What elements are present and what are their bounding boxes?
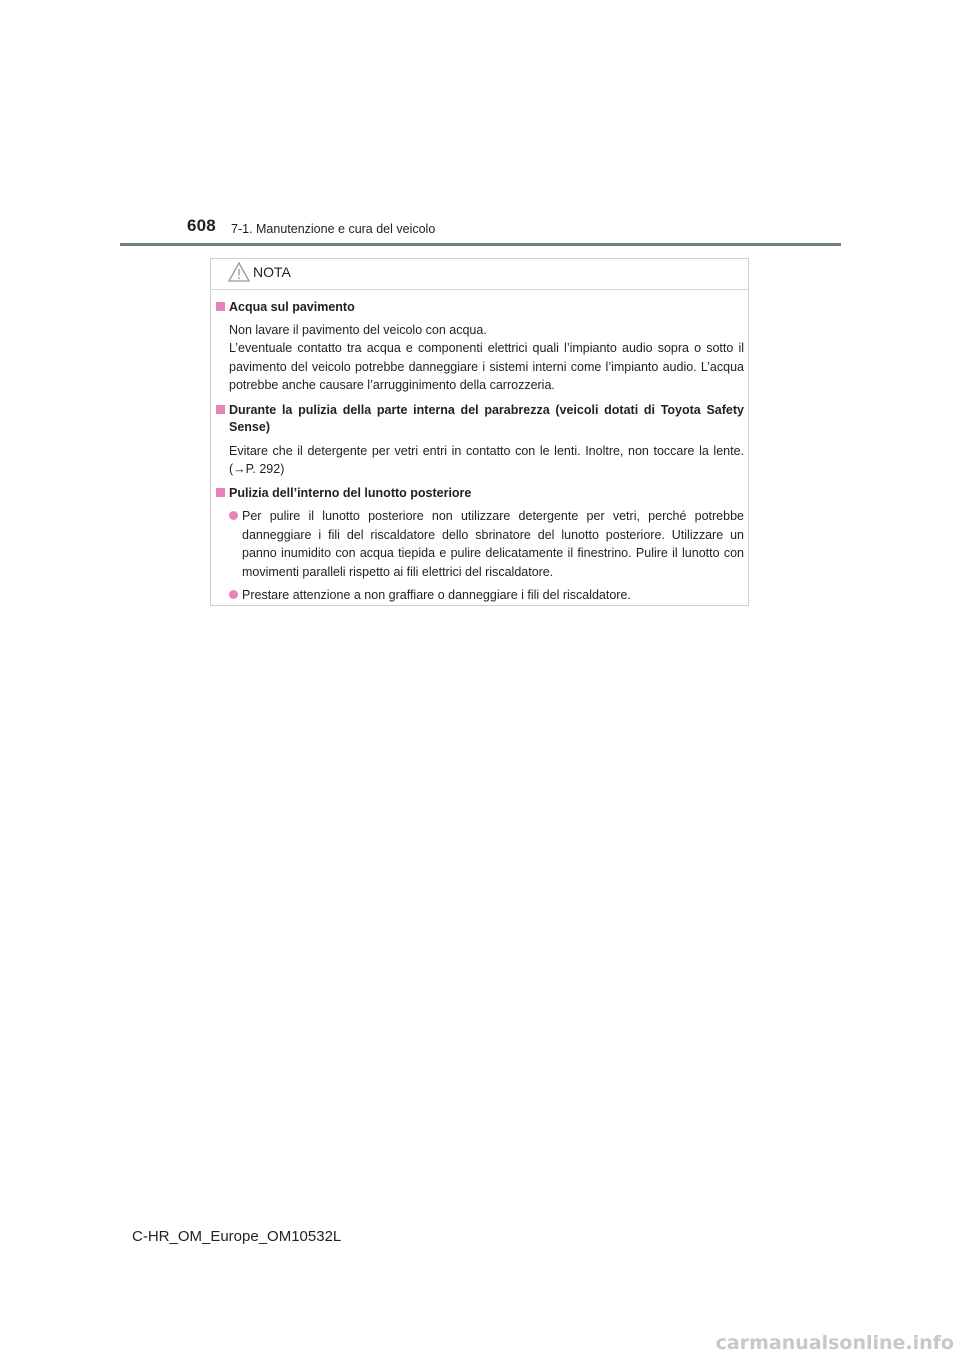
note-header [211,259,748,290]
section-title: 7-1. Manutenzione e cura del veicolo [231,222,436,236]
document-code: C-HR_OM_Europe_OM10532L [132,1228,342,1245]
list-item-text: Per pulire il lunotto posteriore non utilizzare detergente per vetri, perché potrebbe danneggiare i fili del riscaldatore dello sbrinatore del lunotto posteriore. Utilizzare un panno inumidito con acqua tiepida e pulire delicatamente il finestrino. Pulire il lunotto con movimenti paralleli rispetto ai fili elettrici del riscaldatore. [242,509,744,579]
note-section-windshield [211,402,750,479]
note-body [211,299,750,604]
note-title: NOTA [253,264,291,280]
circle-bullet-icon [229,590,238,599]
warning-triangle-icon [227,261,251,283]
list-item [229,586,744,604]
section-paragraph: Non lavare il pavimento del veicolo con acqua. [229,323,487,337]
square-bullet-icon [216,302,225,311]
page-number: 608 [187,216,216,235]
section-heading: Pulizia dell’interno del lunotto posteriore [211,485,744,502]
note-section-rear-window [211,485,750,604]
square-bullet-icon [216,488,225,497]
list-item-text: Prestare attenzione a non graffiare o danneggiare i fili del riscaldatore. [242,588,631,603]
list-item [229,507,744,581]
header-rule [120,243,841,246]
section-paragraph: Evitare che il detergente per vetri entri in contatto con le lenti. Inoltre, non toccare la lente. (→P. 292) [229,443,744,477]
note-section-water [211,299,750,395]
note-box [210,258,749,606]
section-heading: Acqua sul pavimento [211,299,744,316]
square-bullet-icon [216,405,225,414]
section-paragraph: L’eventuale contatto tra acqua e componenti elettrici quali l’impianto audio sopra o sotto il pavimento del veicolo potrebbe danneggiare i sistemi interni come l’impianto audio. L’acqua potrebbe anche causare l’arrugginimento della carrozzeria. [229,341,744,393]
circle-bullet-icon [229,511,238,520]
section-heading: Durante la pulizia della parte interna del parabrezza (veicoli dotati di Toyota Safety Sense) [211,402,744,436]
watermark: carmanualsonline.info [715,1332,954,1354]
